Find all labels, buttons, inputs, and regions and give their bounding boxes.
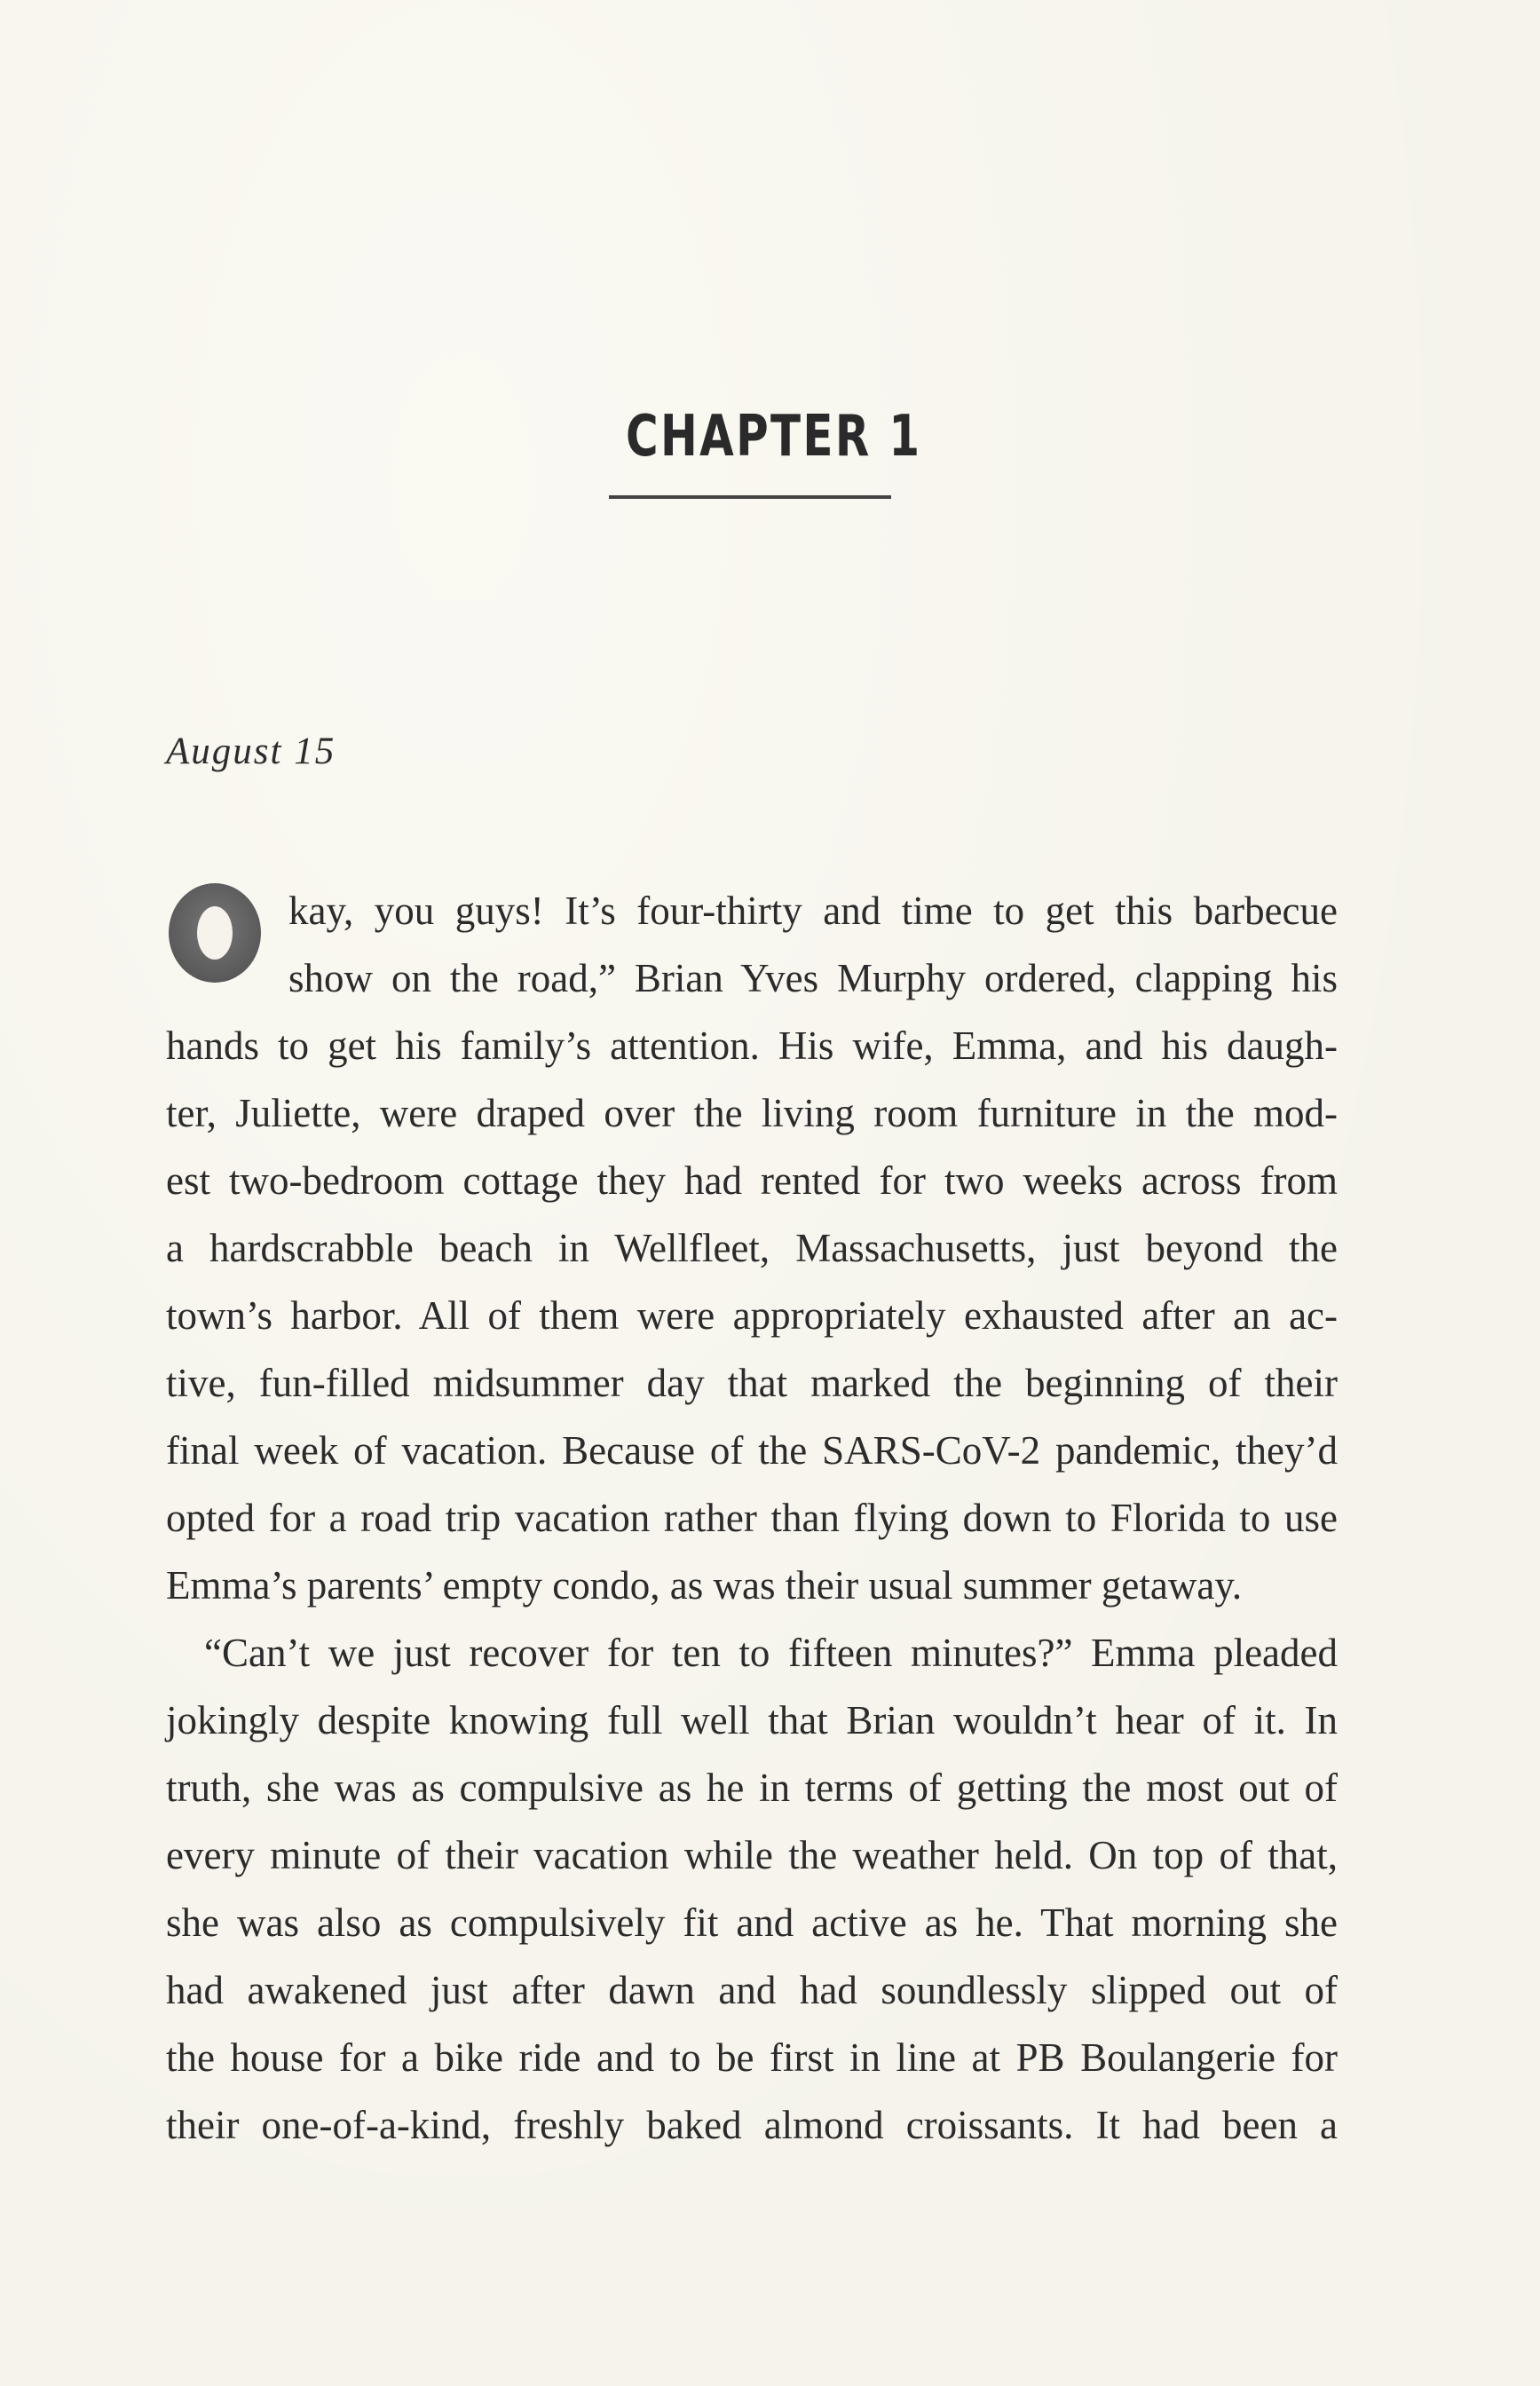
- chapter-title: CHAPTER 1: [625, 404, 922, 470]
- text-line: Emma’s parents’ empty condo, as was their usual summer getaway.: [166, 1563, 1243, 1608]
- chapter-heading: [0, 404, 1540, 470]
- text-line: ter, Juliette, were draped over the living room furniture in the mod-: [166, 1091, 1338, 1135]
- text-line: she was also as compulsively fit and active as he. That morning she: [166, 1900, 1338, 1945]
- text-line: show on the road,” Brian Yves Murphy ordered, clapping his: [288, 956, 1338, 1000]
- text-line: truth, she was as compulsive as he in terms of getting the most out of: [166, 1766, 1338, 1810]
- text-line: kay, you guys! It’s four-thirty and time to get this barbecue: [288, 889, 1338, 933]
- text-line: every minute of their vacation while the weather held. On top of that,: [166, 1833, 1338, 1877]
- date-line: August 15: [166, 731, 336, 772]
- text-line: “Can’t we just recover for ten to fifteen minutes?” Emma pleaded: [204, 1631, 1338, 1675]
- body-text: [166, 877, 1338, 2159]
- text-line: a hardscrabble beach in Wellfleet, Massachusetts, just beyond the: [166, 1226, 1338, 1270]
- text-line: their one-of-a-kind, freshly baked almond croissants. It had been a: [166, 2103, 1338, 2147]
- paragraph-2: [166, 1619, 1338, 2159]
- chapter-divider: [609, 495, 891, 499]
- text-line: jokingly despite knowing full well that Brian wouldn’t hear of it. In: [166, 1698, 1338, 1742]
- text-line: town’s harbor. All of them were appropriately exhausted after an ac-: [166, 1293, 1338, 1338]
- text-line: final week of vacation. Because of the SARS-CoV-2 pandemic, they’d: [166, 1428, 1338, 1473]
- text-line: the house for a bike ride and to be first in line at PB Boulangerie for: [166, 2035, 1338, 2080]
- text-line: est two-bedroom cottage they had rented for two weeks across from: [166, 1158, 1338, 1203]
- text-line: hands to get his family’s attention. His wife, Emma, and his daugh-: [166, 1023, 1338, 1068]
- text-line: had awakened just after dawn and had soundlessly slipped out of: [166, 1968, 1338, 2012]
- text-line: tive, fun-filled midsummer day that marked the beginning of their: [166, 1361, 1338, 1405]
- paragraph-1: [166, 877, 1338, 1619]
- text-line: opted for a road trip vacation rather than flying down to Florida to use: [166, 1496, 1338, 1540]
